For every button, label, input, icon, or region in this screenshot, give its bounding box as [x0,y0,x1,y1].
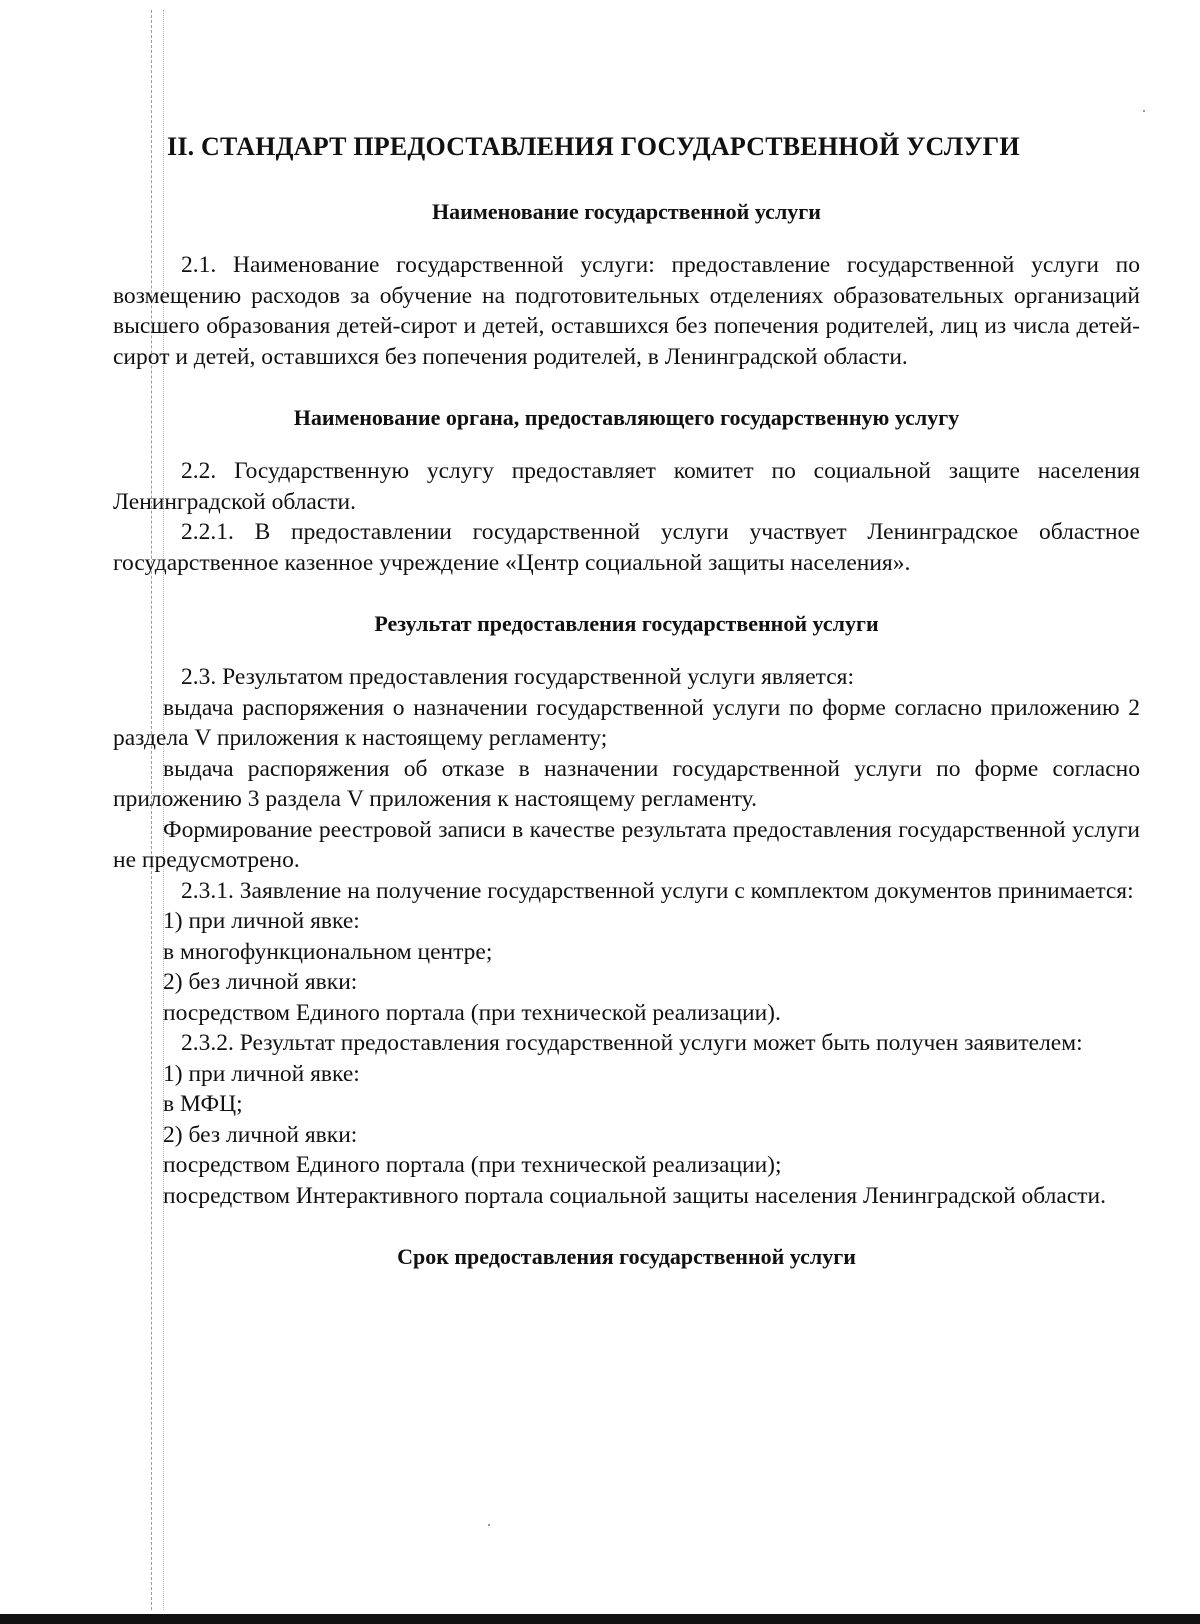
list-item-remote: 2) без личной явки: [163,1121,358,1148]
paragraph-issue-order: выдача распоряжения о назначении государственной услуги по форме согласно приложению 2 раздела V приложения к настоящему регламенту; [113,694,1140,751]
list-item-interactive-portal: посредством Интерактивного портала социальной защиты населения Ленинградской области. [163,1182,1106,1209]
document-body [113,132,1140,1271]
scan-speck [1143,110,1145,112]
scan-speck [488,1524,490,1526]
scan-bottom-border [0,1614,1200,1624]
paragraph-2-2: 2.2. Государственную услугу предоставляет комитет по социальной защите населения Ленинградской области. [113,458,1140,515]
heading-providing-body: Наименование органа, предоставляющего государственную услугу [293,405,960,430]
paragraph-issue-refusal: выдача распоряжения об отказе в назначении государственной услуги по форме согласно приложению 3 раздела V приложения к настоящему регламенту. [113,755,1140,812]
paragraph-2-3-2: 2.3.2. Результат предоставления государственной услуги может быть получен заявителем: [181,1030,1083,1056]
paragraph-2-1: 2.1. Наименование государственной услуги: предоставление государственной услуги по возмещению расходов за обучение на подготовительных отделениях образовательных организаций высшего образования детей-сирот и детей, оставшихся без попечения родителей, лиц из числа детей-сирот и детей, оставшихся без попечения родителей, в Ленинградской области. [113,252,1140,370]
section-title: II. СТАНДАРТ ПРЕДОСТАВЛЕНИЯ ГОСУДАРСТВЕННОЙ УСЛУГИ [167,132,1020,161]
heading-service-result: Результат предоставления государственной услуги [374,611,879,636]
list-item-in-person: 1) при личной явке: [163,1060,360,1087]
paragraph-2-3: 2.3. Результатом предоставления государственной услуги является: [181,664,854,690]
heading-service-name: Наименование государственной услуги [432,199,821,224]
list-item-in-person: 1) при личной явке: [163,908,360,934]
list-item-mfc: в МФЦ; [163,1091,243,1117]
paragraph-2-2-1: 2.2.1. В предоставлении государственной услуги участвует Ленинградское областное государственное казенное учреждение «Центр социальной защиты населения». [113,519,1140,576]
list-item-remote: 2) без личной явки: [163,969,358,995]
list-item-mfc: в многофункциональном центре; [163,938,493,965]
list-item-portal: посредством Единого портала (при технической реализации). [163,999,781,1026]
heading-service-term: Срок предоставления государственной услуги [397,1244,856,1269]
paragraph-registry: Формирование реестровой записи в качестве результата предоставления государственной услуги не предусмотрено. [113,816,1140,873]
paragraph-2-3-1: 2.3.1. Заявление на получение государственной услуги с комплектом документов принимается: [181,877,1134,904]
list-item-portal: посредством Единого портала (при технической реализации); [163,1152,782,1178]
